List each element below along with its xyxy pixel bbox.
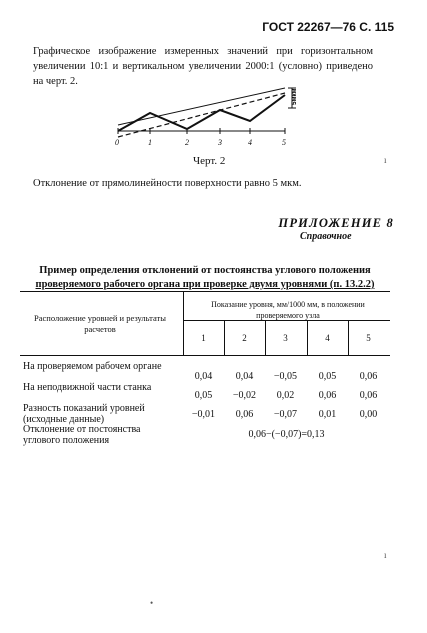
merged-deviation-value: 0,06−(−0,07)=0,13	[248, 429, 325, 440]
table-title	[20, 264, 390, 292]
cell-2-1: 0,05	[194, 390, 213, 401]
scan-mark-bottom: •	[150, 598, 154, 608]
header-top: Показание уровня, мм/1000 мм, в положении проверяемого узла	[211, 300, 365, 320]
intro-paragraph: Графическое изображение измеренных значений при горизонтальном увеличении 10:1 и вертикальном увеличении 2000:1 (условно) приведено на черт. 2.	[33, 46, 373, 87]
x-label-4: 4	[248, 138, 252, 147]
x-label-1: 1	[148, 138, 152, 147]
data-table	[20, 291, 390, 456]
table-header-rule	[20, 355, 390, 356]
table-top-rule	[20, 291, 390, 292]
table-vline-0	[183, 291, 184, 355]
cell-1-3: −0,05	[273, 371, 298, 382]
col-header-5: 5	[366, 333, 371, 343]
figure-caption: Черт. 2	[193, 155, 226, 167]
cell-3-3: −0,07	[273, 409, 298, 420]
cell-3-4: 0,01	[318, 409, 337, 420]
x-label-3: 3	[218, 138, 222, 147]
col-header-4: 4	[325, 333, 330, 343]
table-title-line1: Пример определения отклонений от постоянства углового положения	[39, 265, 371, 276]
table-title-line2: проверяемого рабочего органа при проверке двумя уровнями (п. 13.2.2)	[35, 279, 375, 290]
col-header-1: 1	[201, 333, 206, 343]
cell-2-2: −0,02	[232, 390, 257, 401]
cell-1-5: 0,06	[359, 371, 378, 382]
x-label-2: 2	[185, 138, 189, 147]
cell-1-1: 0,04	[194, 371, 213, 382]
row-label-4: Отклонение от постоянства углового положения	[23, 424, 141, 446]
cell-1-2: 0,04	[235, 371, 254, 382]
appendix-title: ПРИЛОЖЕНИЕ 8	[278, 216, 394, 230]
cell-3-1: −0,01	[191, 409, 216, 420]
baseline-dashed	[118, 93, 285, 137]
appendix-subtitle: Справочное	[300, 231, 352, 242]
cell-3-5: 0,00	[359, 409, 378, 420]
profile-figure	[110, 85, 310, 155]
scan-mark-bottom-right: ı	[384, 550, 387, 560]
cell-1-4: 0,05	[318, 371, 337, 382]
cell-2-5: 0,06	[359, 390, 378, 401]
page-header: ГОСТ 22267—76 С. 115	[262, 20, 394, 34]
header-left: Расположение уровней и результаты расчетов	[34, 313, 166, 334]
cell-3-2: 0,06	[235, 409, 254, 420]
col-header-3: 3	[283, 333, 288, 343]
profile-polyline	[118, 95, 285, 131]
deviation-statement: Отклонение от прямолинейности поверхности равно 5 мкм.	[33, 178, 302, 189]
x-label-0: 0	[115, 138, 119, 147]
cell-2-3: 0,02	[276, 390, 295, 401]
envelope-line	[118, 88, 285, 125]
dimension-label: 5мкм	[291, 88, 298, 105]
row-label-2: На неподвижной части станка	[23, 382, 152, 393]
cell-2-4: 0,06	[318, 390, 337, 401]
row-label-1: На проверяемом рабочем органе	[23, 361, 162, 372]
col-header-2: 2	[242, 333, 247, 343]
row-label-3: Разность показаний уровней (исходные данные)	[23, 403, 145, 425]
x-label-5: 5	[282, 138, 286, 147]
scan-mark-right: ı	[384, 155, 387, 165]
